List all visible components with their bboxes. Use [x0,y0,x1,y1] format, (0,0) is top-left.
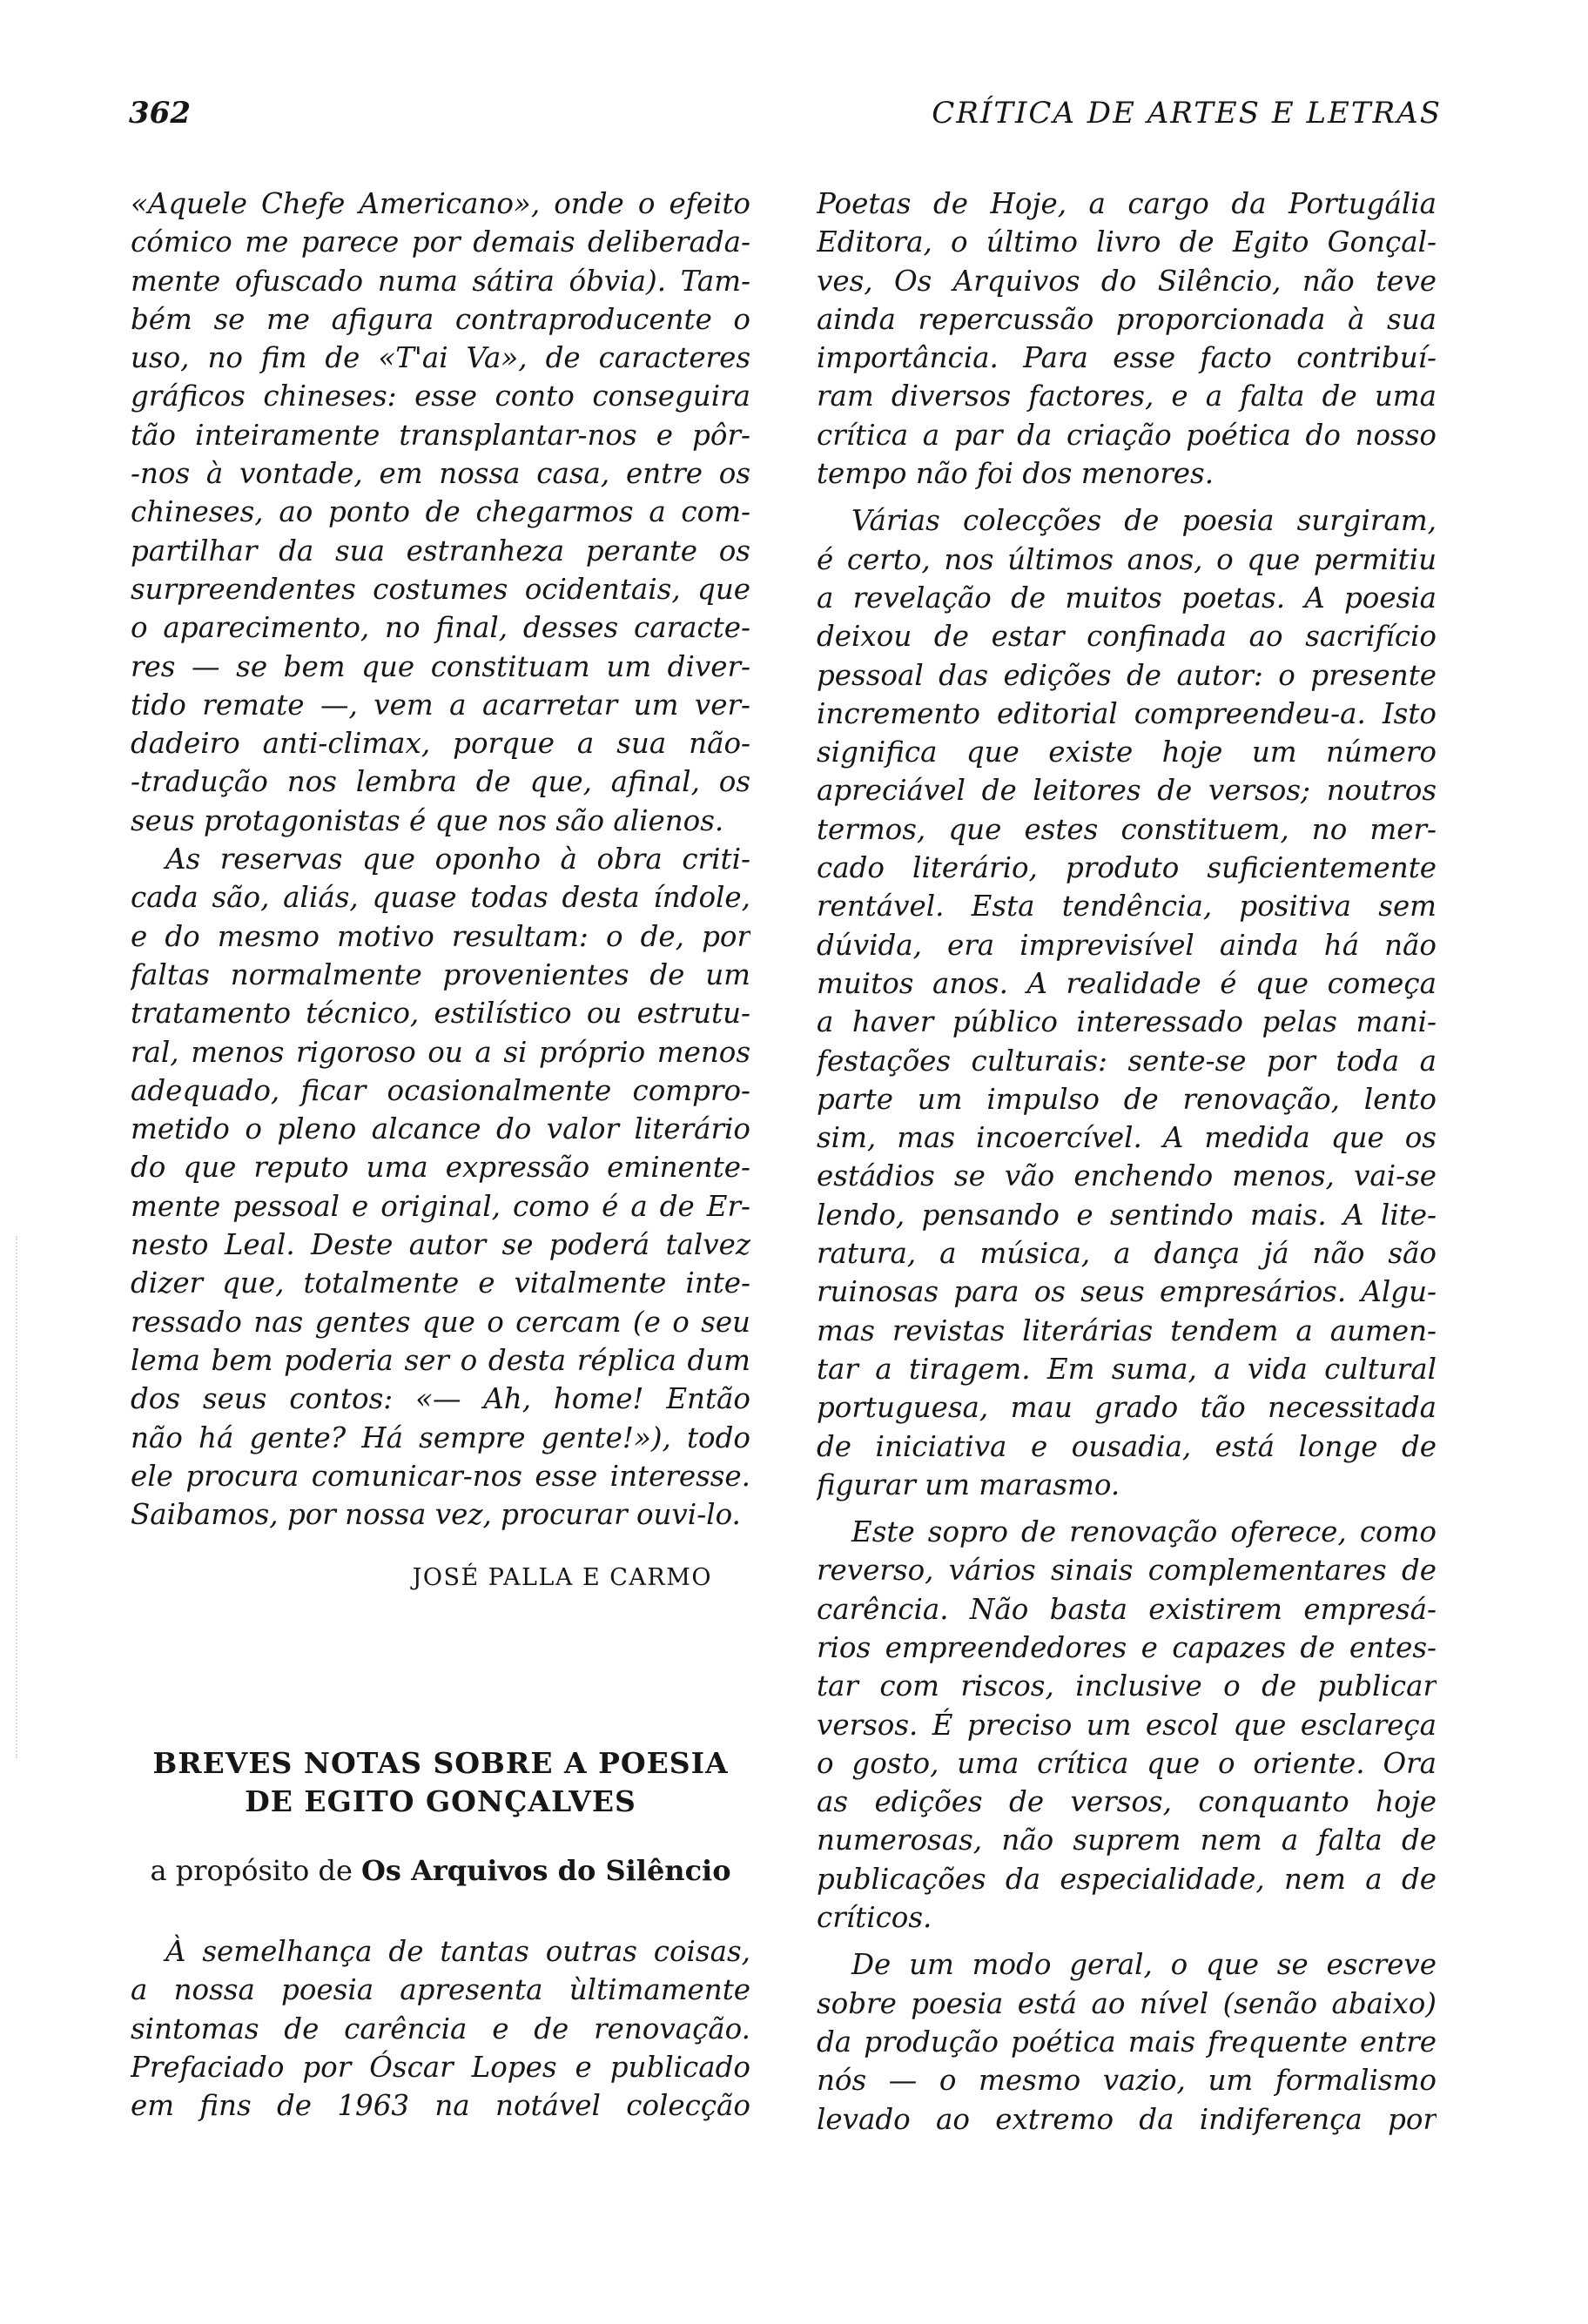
text-line: cado literário, produto suficientemente [817,851,1437,885]
text-line: mente ofuscado numa sátira óbvia). Tam- [131,264,750,298]
text-line: lema bem poderia ser o desta réplica dum [131,1343,750,1377]
text-line: -tradução nos lembra de que, afinal, os [131,765,750,799]
text-line: tempo não foi dos menores. [817,457,1215,491]
subtitle-work: Os Arquivos do Silêncio [361,1854,731,1887]
text-line: Este sopro de renovação oferece, como [851,1515,1437,1549]
signature-text: JOSÉ PALLA E CARMO [412,1564,712,1591]
text-line: adequado, ficar ocasionalmente compro- [131,1073,750,1107]
text-line: crítica a par da criação poética do nosso [817,418,1437,452]
text-line: apreciável de leitores de versos; noutros [817,774,1437,808]
text-line: críticos. [817,1901,932,1935]
text-line: metido o pleno alcance do valor literário [131,1112,750,1146]
text-line: reverso, vários sinais complementares de [817,1554,1437,1588]
scan-edge-dots [16,1236,19,1758]
text-line: termos, que estes constituem, no mer- [817,812,1437,846]
text-line: é certo, nos últimos anos, o que permitiu [817,542,1437,576]
text-line: do que reputo uma expressão eminente- [131,1151,750,1185]
text-line: muitos anos. A realidade é que começa [817,966,1437,1000]
page-number: 362 [129,96,191,131]
text-line: dadeiro anti-climax, porque a sua não- [131,727,750,761]
text-line: Editora, o último livro de Egito Gonçal- [817,225,1437,259]
text-line: de iniciativa e ousadia, está longe de [817,1429,1437,1463]
author-signature [131,1564,750,1591]
text-line: ral, menos rigoroso ou a si próprio menos [131,1035,750,1069]
text-line: significa que existe hoje um número [817,735,1437,769]
text-line: chineses, ao ponto de chegarmos a com- [131,495,750,529]
text-line: ves, Os Arquivos do Silêncio, não teve [817,264,1437,298]
text-line: As reservas que oponho à obra criti- [165,843,750,877]
article-subtitle [131,1854,750,1887]
text-line: ainda repercussão proporcionada à sua [817,302,1437,336]
text-line: da produção poética mais frequente entre [817,2025,1437,2059]
text-line: cómico me parece por demais deliberada- [131,225,750,259]
text-line: rios empreendedores e capazes de entes- [817,1630,1437,1664]
text-line: estádios se vão enchendo menos, vai-se [817,1159,1437,1193]
article-title [131,1744,750,1821]
text-line: o gosto, uma crítica que o oriente. Ora [817,1746,1437,1780]
text-line: ruinosas para os seus empresários. Algu- [817,1275,1437,1309]
text-line: À semelhança de tantas outras coisas, [165,1935,750,1968]
text-line: cada são, aliás, quase todas desta índole, [131,881,750,915]
text-line: carência. Não basta existirem empresá- [817,1592,1437,1626]
text-line: portuguesa, mau grado tão necessitada [817,1391,1437,1425]
title-line-1: BREVES NOTAS SOBRE A POESIA [152,1746,729,1780]
text-line: De um modo geral, o que se escreve [851,1948,1437,1982]
text-line: res — se bem que constituam um diver- [131,649,750,683]
text-line: faltas normalmente provenientes de um [131,957,750,991]
paragraph-gap [817,493,1437,501]
text-line: dúvida, era imprevisível ainda há não [817,928,1437,962]
text-line: mente pessoal e original, como é a de Er- [131,1189,750,1223]
text-line: Saibamos, por nossa vez, procurar ouvi-lo. [131,1498,741,1532]
text-line: -nos à vontade, em nossa casa, entre os [131,457,750,491]
title-line-2: DE EGITO GONÇALVES [245,1784,636,1818]
text-line: numerosas, não suprem nem a falta de [817,1824,1437,1857]
text-line: Prefaciado por Óscar Lopes e publicado [131,2050,750,2084]
paragraph-gap [817,1504,1437,1513]
right-column [817,185,1437,2139]
text-line: Várias colecções de poesia surgiram, [851,504,1437,538]
text-line: uso, no fim de «T'ai Va», de caracteres [131,341,750,375]
article-opening [131,1932,750,2125]
text-line: figurar um marasmo. [817,1468,1120,1501]
text-line: parte um impulso de renovação, lento [817,1082,1437,1116]
text-line: ram diversos factores, e a falta de uma [817,379,1437,413]
text-line: tar a tiragem. Em suma, a vida cultural [817,1352,1437,1386]
text-line: sobre poesia está ao nível (senão abaixo) [817,1986,1437,2020]
text-line: versos. É preciso um escol que esclareça [817,1708,1437,1742]
text-line: não há gente? Há sempre gente!»), todo [131,1421,750,1454]
text-line: a revelação de muitos poetas. A poesia [817,581,1437,615]
text-line: em fins de 1963 na notável colecção [131,2089,750,2123]
text-line: as edições de versos, conquanto hoje [817,1785,1437,1819]
text-line: e do mesmo motivo resultam: o de, por [131,919,750,953]
text-line: levado ao extremo da indiferença por [817,2102,1437,2136]
text-line: rentável. Esta tendência, positiva sem [817,890,1437,924]
text-line: tar com riscos, inclusive o de publicar [817,1669,1437,1703]
text-line: deixou de estar confinada ao sacrifício [817,620,1437,654]
text-line: lendo, pensando e sentindo mais. A lite- [817,1198,1437,1232]
text-line: bém se me afigura contraproducente o [131,302,750,336]
text-line: o aparecimento, no final, desses caracte- [131,611,750,645]
text-line: tratamento técnico, estilístico ou estrutu- [131,997,750,1031]
text-line: ele procura comunicar-nos esse interesse. [131,1459,750,1493]
subtitle-prefix: a propósito de [150,1854,362,1887]
text-line: nós — o mesmo vazio, um formalismo [817,2064,1437,2098]
text-line: sim, mas incoercível. A medida que os [817,1121,1437,1155]
text-line: Poetas de Hoje, a cargo da Portugália [817,187,1437,220]
text-line: surpreendentes costumes ocidentais, que [131,572,750,606]
text-line: «Aquele Chefe Americano», onde o efeito [131,187,750,220]
text-line: festações culturais: sente-se por toda a [817,1044,1437,1078]
text-line: dos seus contos: «— Ah, home! Então [131,1382,750,1416]
text-line: tão inteiramente transplantar-nos e pôr- [131,418,750,452]
text-line: nesto Leal. Deste autor se poderá talvez [131,1228,750,1262]
text-line: a nossa poesia apresenta ùltimamente [131,1973,750,2007]
text-line: sintomas de carência e de renovação. [131,2012,750,2045]
running-head: CRÍTICA DE ARTES E LETRAS [932,96,1442,131]
text-line: tido remate —, vem a acarretar um ver- [131,688,750,722]
text-line: gráficos chineses: esse conto conseguira [131,379,750,413]
text-line: a haver público interessado pelas mani- [817,1005,1437,1039]
paragraph-gap [817,1937,1437,1945]
text-line: pessoal das edições de autor: o presente [817,658,1437,692]
text-line: importância. Para esse facto contribuí- [817,341,1437,375]
text-line: incremento editorial compreendeu-a. Isto [817,696,1437,730]
text-line: seus protagonistas é que nos são alienos. [131,803,724,837]
text-line: ratura, a música, a dança já não são [817,1237,1437,1271]
left-column [131,185,750,1534]
text-line: dizer que, totalmente e vitalmente inte- [131,1266,750,1300]
text-line: partilhar da sua estranheza perante os [131,534,750,568]
text-line: ressado nas gentes que o cercam (e o seu [131,1305,750,1339]
text-line: mas revistas literárias tendem a aumen- [817,1313,1437,1347]
text-line: publicações da especialidade, nem a de [817,1862,1437,1896]
